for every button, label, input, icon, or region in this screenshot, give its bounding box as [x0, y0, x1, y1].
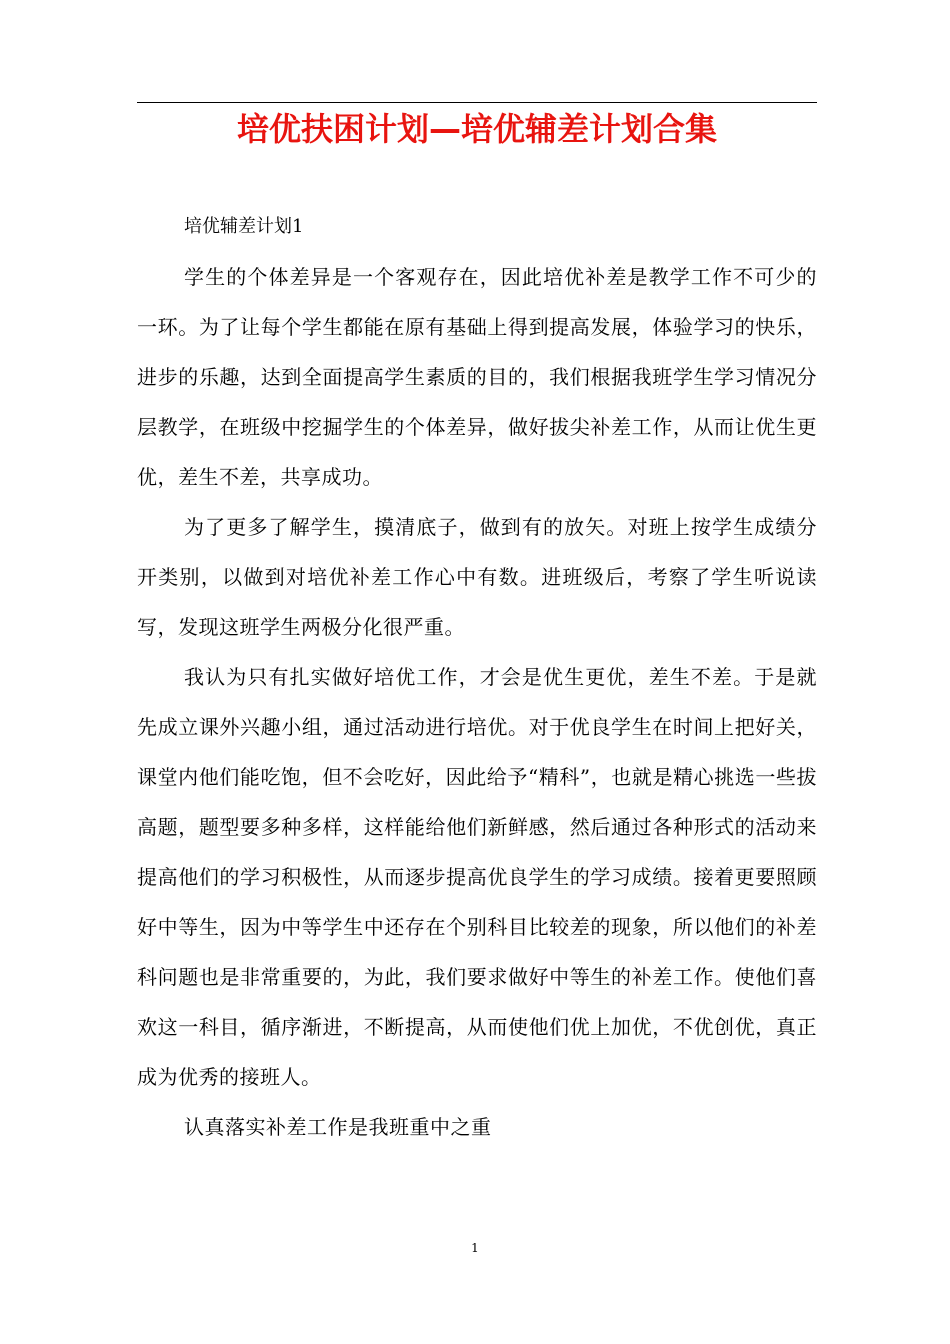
document-body	[137, 202, 817, 1152]
paragraph-3: 我认为只有扎实做好培优工作，才会是优生更优，差生不差。于是就先成立课外兴趣小组，通过活动进行培优。对于优良学生在时间上把好关，课堂内他们能吃饱，但不会吃好，因此给予“精科”，也就是精心挑选一些拔高题，题型要多种多样，这样能给他们新鲜感，然后通过各种形式的活动来提高他们的学习积极性，从而逐步提高优良学生的学习成绩。接着更要照顾好中等生，因为中等学生中还存在个别科目比较差的现象，所以他们的补差科问题也是非常重要的，为此，我们要求做好中等生的补差工作。使他们喜欢这一科目，循序渐进，不断提高，从而使他们优上加优，不优创优，真正成为优秀的接班人。	[137, 665, 817, 1089]
page-number: 1	[471, 1241, 479, 1255]
paragraph-4: 认真落实补差工作是我班重中之重	[184, 1115, 492, 1139]
paragraph-1: 学生的个体差异是一个客观存在，因此培优补差是教学工作不可少的一环。为了让每个学生都能在原有基础上得到提高发展，体验学习的快乐，进步的乐趣，达到全面提高学生素质的目的，我们根据我班学生学习情况分层教学，在班级中挖掘学生的个体差异，做好拔尖补差工作，从而让优生更优，差生不差，共享成功。	[137, 265, 817, 489]
document-title: 培优扶困计划—培优辅差计划合集	[236, 110, 717, 148]
header-rule	[137, 102, 817, 103]
section-heading: 培优辅差计划1	[184, 216, 304, 237]
paragraph-2: 为了更多了解学生，摸清底子，做到有的放矢。对班上按学生成绩分开类别，以做到对培优补差工作心中有数。进班级后，考察了学生听说读写，发现这班学生两极分化很严重。	[137, 515, 817, 639]
